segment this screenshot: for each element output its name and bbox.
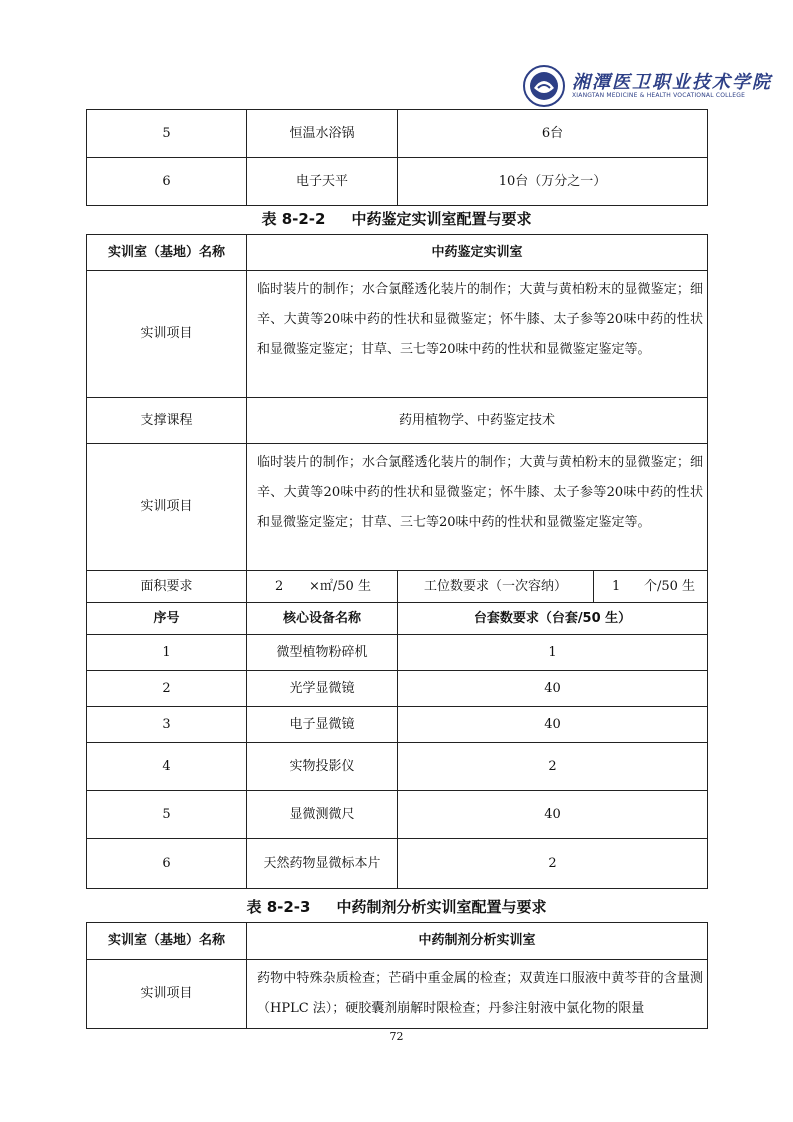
caption-title: 中药制剂分析实训室配置与要求 (336, 898, 547, 916)
table-row (87, 635, 708, 671)
room-label: 实训室（基地）名称 (87, 235, 247, 271)
course-label: 支撑课程 (87, 398, 247, 444)
equipment-quantity: 6台 (398, 110, 708, 158)
equipment-name: 微型植物粉碎机 (247, 635, 398, 671)
area-unit: ×㎡/50 生 (309, 578, 371, 594)
table-row (87, 671, 708, 707)
project-label: 实训项目 (87, 960, 247, 1029)
table-caption-8-2-2 (0, 208, 793, 229)
station-unit: 个/50 生 (644, 578, 696, 594)
table-header-row (87, 603, 708, 635)
equipment-name: 光学显微镜 (247, 671, 398, 707)
equipment-quantity: 2 (398, 743, 708, 791)
table-row (87, 158, 708, 206)
area-label: 面积要求 (87, 571, 247, 603)
table-row (87, 923, 708, 960)
caption-number: 表 8-2-3 (246, 898, 311, 916)
equipment-name: 电子显微镜 (247, 707, 398, 743)
equipment-name: 恒温水浴锅 (247, 110, 398, 158)
equipment-name: 电子天平 (247, 158, 398, 206)
table-row (87, 571, 708, 603)
table-row (87, 839, 708, 889)
college-name-en: XIANGTAN MEDICINE & HEALTH VOCATIONAL COLLEGE (572, 92, 746, 99)
equipment-name: 显微测微尺 (247, 791, 398, 839)
equipment-name: 实物投影仪 (247, 743, 398, 791)
lab-config-table-8-2-3 (86, 922, 708, 1029)
column-header-quantity: 台套数要求（台套/50 生） (398, 603, 708, 635)
area-requirement (247, 571, 398, 603)
row-number: 2 (87, 671, 247, 707)
project-text: 临时装片的制作；水合氯醛透化装片的制作；大黄与黄柏粉末的显微鉴定；细辛、大黄等20味中药的性状和显微鉴定；怀牛膝、太子参等20味中药的性状和显微鉴定鉴定；甘草、三七等20味中药的性状和显微鉴定鉴定等。 (247, 271, 708, 398)
project-label: 实训项目 (87, 444, 247, 571)
table-caption-8-2-3 (0, 896, 793, 917)
table-row (87, 791, 708, 839)
equipment-quantity: 10台（万分之一） (398, 158, 708, 206)
caption-title: 中药鉴定实训室配置与要求 (351, 210, 532, 228)
room-label: 实训室（基地）名称 (87, 923, 247, 960)
table-row (87, 960, 708, 1029)
caption-number: 表 8-2-2 (261, 210, 326, 228)
table-row (87, 398, 708, 444)
column-header-equipment: 核心设备名称 (247, 603, 398, 635)
equipment-quantity: 40 (398, 791, 708, 839)
project-text: 药物中特殊杂质检查；芒硝中重金属的检查；双黄连口服液中黄芩苷的含量测（HPLC 法）；硬胶囊剂崩解时限检查；丹参注射液中氯化物的限量 (247, 960, 708, 1029)
table-row (87, 743, 708, 791)
equipment-name: 天然药物显微标本片 (247, 839, 398, 889)
row-number: 6 (87, 839, 247, 889)
table-row (87, 444, 708, 571)
page-number: 72 (389, 1030, 404, 1043)
area-value: 2 (275, 578, 284, 594)
row-number: 6 (87, 158, 247, 206)
row-number: 5 (87, 791, 247, 839)
room-name: 中药鉴定实训室 (247, 235, 708, 271)
row-number: 3 (87, 707, 247, 743)
equipment-quantity: 40 (398, 671, 708, 707)
table-row (87, 235, 708, 271)
row-number: 5 (87, 110, 247, 158)
table-row (87, 271, 708, 398)
equipment-quantity: 2 (398, 839, 708, 889)
equipment-quantity: 40 (398, 707, 708, 743)
station-label: 工位数要求（一次容纳） (398, 571, 594, 603)
college-emblem-icon (522, 64, 566, 108)
college-logo (522, 64, 772, 108)
college-name-cn: 湘潭医卫职业技术学院 (572, 72, 772, 93)
room-name: 中药制剂分析实训室 (247, 923, 708, 960)
equipment-table-continued (86, 109, 708, 206)
row-number: 4 (87, 743, 247, 791)
table-row (87, 110, 708, 158)
equipment-quantity: 1 (398, 635, 708, 671)
station-requirement (594, 571, 708, 603)
project-label: 实训项目 (87, 271, 247, 398)
column-header-number: 序号 (87, 603, 247, 635)
course-text: 药用植物学、中药鉴定技术 (247, 398, 708, 444)
project-text: 临时装片的制作；水合氯醛透化装片的制作；大黄与黄柏粉末的显微鉴定；细辛、大黄等20味中药的性状和显微鉴定；怀牛膝、太子参等20味中药的性状和显微鉴定鉴定；甘草、三七等20味中药的性状和显微鉴定鉴定等。 (247, 444, 708, 571)
table-row (87, 707, 708, 743)
station-value: 1 (612, 578, 621, 594)
lab-config-table-8-2-2 (86, 234, 708, 889)
row-number: 1 (87, 635, 247, 671)
